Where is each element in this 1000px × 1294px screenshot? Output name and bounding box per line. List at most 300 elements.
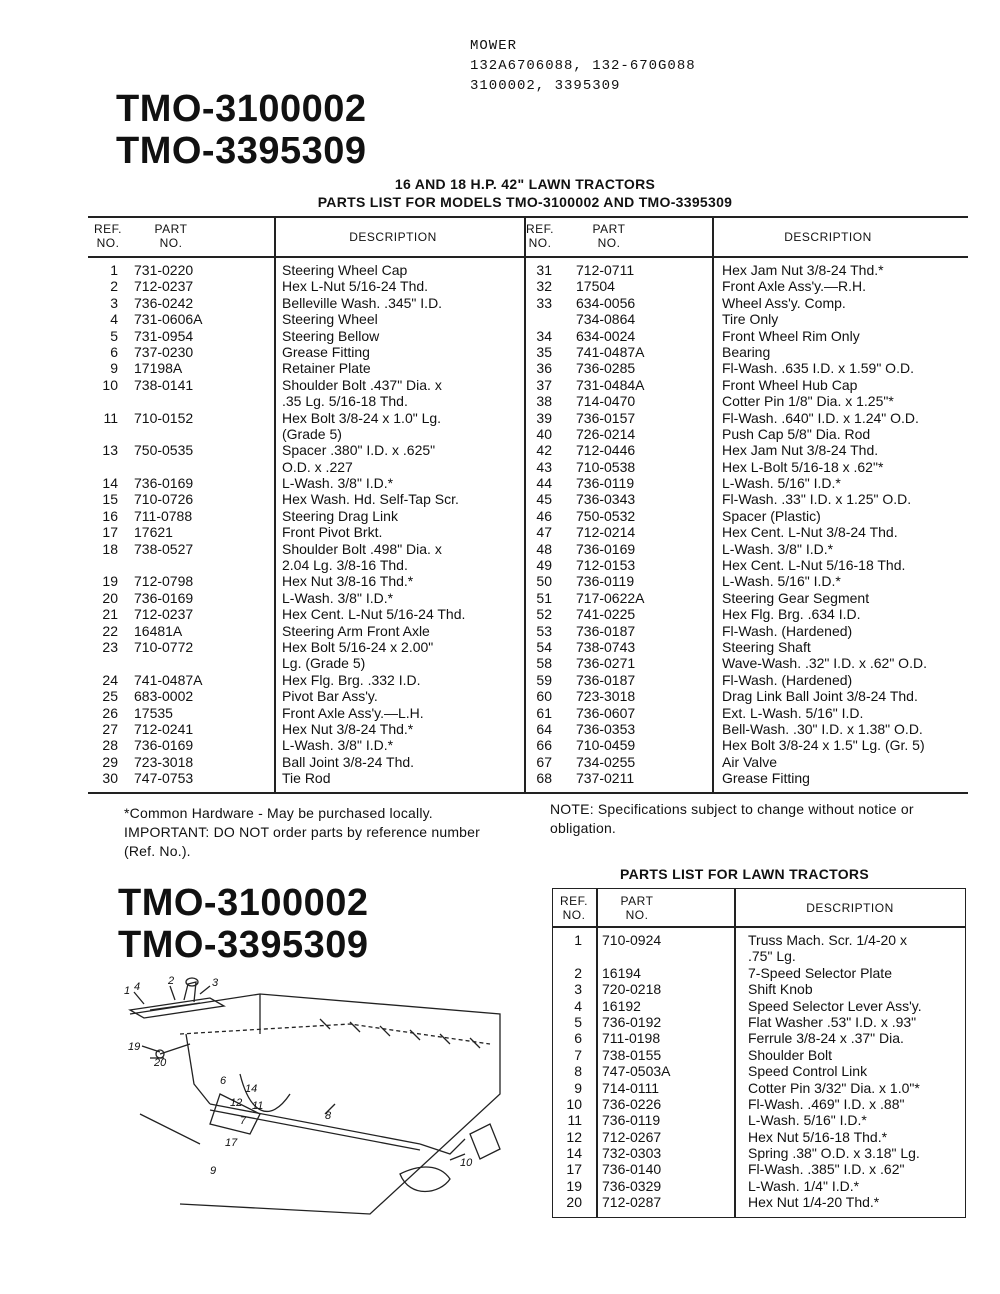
part-description: Ferrule 3/8-24 x .37" Dia. bbox=[748, 1030, 904, 1047]
table-row bbox=[524, 278, 968, 294]
part-number: 16481A bbox=[134, 622, 183, 639]
table-row bbox=[88, 754, 524, 770]
part-description: .35 Lg. 5/16-18 Thd. bbox=[282, 393, 408, 410]
part-description: Cotter Pin 1/8" Dia. x 1.25"* bbox=[722, 393, 894, 410]
table-row bbox=[552, 1047, 966, 1063]
ref-number: 14 bbox=[102, 475, 118, 492]
part-description: O.D. x .227 bbox=[282, 458, 353, 475]
table-row bbox=[524, 590, 968, 606]
table-row bbox=[552, 1145, 966, 1161]
part-description: Grease Fitting bbox=[722, 770, 810, 787]
part-number: 736-0226 bbox=[602, 1095, 662, 1112]
part-description: Steering Bellow bbox=[282, 327, 380, 344]
ref-number: 6 bbox=[574, 1030, 582, 1047]
table-row bbox=[524, 655, 968, 671]
ref-number: 53 bbox=[536, 622, 552, 639]
ref-header: REF. NO. bbox=[525, 222, 554, 250]
part-description: Fl-Wash. .635 I.D. x 1.59" O.D. bbox=[722, 360, 914, 377]
table-row bbox=[88, 295, 524, 311]
table-row bbox=[524, 344, 968, 360]
model-number: TMO-3100002 bbox=[118, 882, 369, 924]
part-description: Hex Bolt 5/16-24 x 2.00" bbox=[282, 638, 434, 655]
part-description: Speed Control Link bbox=[748, 1063, 868, 1080]
part-number: 741-0487A bbox=[576, 343, 645, 360]
ref-number: 59 bbox=[536, 671, 552, 688]
table-row bbox=[552, 1161, 966, 1177]
table-row bbox=[552, 932, 966, 948]
part-number: 714-0111 bbox=[602, 1079, 660, 1096]
left-row-list bbox=[88, 262, 524, 787]
description-header: DESCRIPTION bbox=[806, 901, 894, 915]
table-row bbox=[552, 948, 966, 964]
diagram-callout: 9 bbox=[210, 1165, 217, 1177]
part-number: 736-0169 bbox=[134, 737, 194, 754]
section-heading: PARTS LIST FOR MODELS TMO-3100002 AND TMO-3395309 bbox=[317, 194, 733, 210]
table-row bbox=[88, 459, 524, 475]
ref-number: 2 bbox=[574, 964, 582, 981]
part-number: 717-0622A bbox=[576, 589, 645, 606]
table-row bbox=[524, 770, 968, 786]
model-number: TMO-3100002 bbox=[116, 88, 367, 130]
part-number: 683-0002 bbox=[134, 688, 194, 705]
part-number: 738-0155 bbox=[602, 1046, 662, 1063]
ref-number: 42 bbox=[536, 442, 552, 459]
part-description: Belleville Wash. .345" I.D. bbox=[282, 294, 443, 311]
part-description: Drag Link Ball Joint 3/8-24 Thd. bbox=[722, 688, 918, 705]
part-description: Retainer Plate bbox=[282, 360, 371, 377]
table-row bbox=[524, 377, 968, 393]
ref-number: 35 bbox=[536, 343, 552, 360]
part-number: 747-0753 bbox=[134, 770, 194, 787]
diagram-callout: 6 bbox=[220, 1075, 227, 1087]
diagram-callout: 7 bbox=[240, 1115, 247, 1127]
ref-number: 68 bbox=[536, 770, 552, 787]
part-number: 710-0772 bbox=[134, 638, 194, 655]
ref-number: 64 bbox=[536, 720, 552, 737]
part-number: 17535 bbox=[134, 704, 173, 721]
model-number: TMO-3395309 bbox=[116, 130, 367, 172]
ref-number: 19 bbox=[566, 1177, 582, 1194]
ref-number: 50 bbox=[536, 573, 552, 590]
lawn-parts-table bbox=[552, 888, 966, 1218]
part-description: Front Axle Ass'y.—R.H. bbox=[722, 278, 867, 295]
table-row bbox=[88, 639, 524, 655]
diagram-callout: 2 bbox=[168, 975, 175, 987]
table-row bbox=[552, 1014, 966, 1030]
part-description: L-Wash. 5/16" I.D.* bbox=[722, 573, 841, 590]
ref-number: 10 bbox=[102, 376, 118, 393]
part-number: 711-0788 bbox=[134, 507, 193, 524]
part-number: 731-0606A bbox=[134, 311, 203, 328]
table-row bbox=[88, 590, 524, 606]
table-row bbox=[88, 721, 524, 737]
part-description: Front Wheel Hub Cap bbox=[722, 376, 858, 393]
diagram-callout: 10 bbox=[460, 1157, 473, 1169]
part-number: 736-0119 bbox=[602, 1112, 661, 1129]
part-description: Fl-Wash. (Hardened) bbox=[722, 622, 853, 639]
table-row bbox=[524, 688, 968, 704]
table-row bbox=[552, 1178, 966, 1194]
table-row bbox=[88, 491, 524, 507]
table-row bbox=[524, 262, 968, 278]
table-row bbox=[88, 737, 524, 753]
part-description: Hex Nut 3/8-16 Thd.* bbox=[282, 573, 414, 590]
part-number: 714-0470 bbox=[576, 393, 636, 410]
table-row bbox=[88, 344, 524, 360]
part-number: 712-0241 bbox=[134, 720, 194, 737]
part-description: Hex Jam Nut 3/8-24 Thd.* bbox=[722, 262, 884, 278]
ref-number: 43 bbox=[536, 458, 552, 475]
model-title-bottom bbox=[118, 882, 369, 966]
part-number: 712-0237 bbox=[134, 606, 194, 623]
ref-number: 5 bbox=[110, 327, 118, 344]
ref-number: 30 bbox=[102, 770, 118, 787]
table-row bbox=[88, 688, 524, 704]
part-number: 738-0527 bbox=[134, 540, 194, 557]
part-number: 736-0192 bbox=[602, 1013, 662, 1030]
table-row bbox=[524, 508, 968, 524]
table-row bbox=[524, 557, 968, 573]
part-number: 738-0141 bbox=[134, 376, 194, 393]
table-row bbox=[552, 1080, 966, 1096]
part-number: 712-0153 bbox=[576, 557, 636, 574]
part-number: 732-0303 bbox=[602, 1145, 662, 1162]
table-row bbox=[88, 508, 524, 524]
part-number: 712-0214 bbox=[576, 524, 636, 541]
part-description: L-Wash. 5/16" I.D.* bbox=[722, 475, 841, 492]
ref-number: 48 bbox=[536, 540, 552, 557]
ref-number: 3 bbox=[574, 981, 582, 998]
part-description: L-Wash. 3/8" I.D.* bbox=[722, 540, 834, 557]
part-number: 736-0169 bbox=[134, 589, 194, 606]
ref-number: 44 bbox=[536, 475, 552, 492]
part-description: Ext. L-Wash. 5/16" I.D. bbox=[722, 704, 864, 721]
part-description: Bell-Wash. .30" I.D. x 1.38" O.D. bbox=[722, 720, 923, 737]
table-row bbox=[88, 475, 524, 491]
part-description: L-Wash. 3/8" I.D.* bbox=[282, 589, 394, 606]
ref-number: 13 bbox=[102, 442, 118, 459]
part-description: Fl-Wash. .640" I.D. x 1.24" O.D. bbox=[722, 409, 919, 426]
ref-number: 1 bbox=[110, 262, 118, 278]
table-row bbox=[524, 721, 968, 737]
part-number: 750-0535 bbox=[134, 442, 194, 459]
header-line: 132A6706088, 132-670G088 bbox=[470, 58, 696, 74]
table-row bbox=[552, 981, 966, 997]
ref-number: 20 bbox=[566, 1194, 582, 1211]
ref-number: 46 bbox=[536, 507, 552, 524]
diagram-callout: 8 bbox=[325, 1110, 332, 1122]
part-number: 737-0211 bbox=[576, 770, 635, 787]
table-row bbox=[88, 541, 524, 557]
table-row bbox=[552, 998, 966, 1014]
part-number: 712-0267 bbox=[602, 1128, 662, 1145]
part-description: Flat Washer .53" I.D. x .93" bbox=[748, 1013, 917, 1030]
ref-number: 22 bbox=[102, 622, 118, 639]
part-description: Hex Flg. Brg. .634 I.D. bbox=[722, 606, 861, 623]
ref-number: 9 bbox=[110, 360, 118, 377]
ref-number: 39 bbox=[536, 409, 552, 426]
ref-number: 32 bbox=[536, 278, 552, 295]
table-row bbox=[88, 606, 524, 622]
ref-number: 60 bbox=[536, 688, 552, 705]
ref-number: 12 bbox=[566, 1128, 582, 1145]
diagram-callout: 4 bbox=[134, 981, 141, 993]
part-number: 736-0119 bbox=[576, 475, 635, 492]
table-row bbox=[88, 410, 524, 426]
part-description: Fl-Wash. .33" I.D. x 1.25" O.D. bbox=[722, 491, 912, 508]
table-row bbox=[524, 311, 968, 327]
part-number: 741-0487A bbox=[134, 671, 203, 688]
table-row bbox=[524, 328, 968, 344]
part-number: 747-0503A bbox=[602, 1063, 671, 1080]
ref-number: 5 bbox=[574, 1013, 582, 1030]
diagram-callout: 14 bbox=[245, 1083, 258, 1095]
ref-number: 4 bbox=[110, 311, 118, 328]
part-description: Fl-Wash. .469" I.D. x .88" bbox=[748, 1095, 905, 1112]
ref-number: 67 bbox=[536, 753, 552, 770]
ref-number: 15 bbox=[102, 491, 118, 508]
ref-number: 17 bbox=[102, 524, 118, 541]
table-row bbox=[88, 328, 524, 344]
ref-number: 8 bbox=[574, 1063, 582, 1080]
ref-number: 4 bbox=[574, 997, 582, 1014]
specification-note: NOTE: Specifications subject to change without notice or obligation. bbox=[550, 801, 914, 836]
table-row bbox=[88, 705, 524, 721]
part-description: Tie Rod bbox=[282, 770, 331, 787]
part-description: Air Valve bbox=[722, 753, 777, 770]
part-description: Hex L-Nut 5/16-24 Thd. bbox=[282, 278, 429, 295]
table-row bbox=[552, 965, 966, 981]
ref-number: 1 bbox=[574, 932, 582, 948]
part-number: 16194 bbox=[602, 964, 641, 981]
part-description: L-Wash. 3/8" I.D.* bbox=[282, 475, 394, 492]
ref-header: REF. NO. bbox=[93, 222, 122, 250]
part-number: 736-0157 bbox=[576, 409, 636, 426]
part-description: Tire Only bbox=[722, 311, 779, 328]
part-description: Hex Bolt 3/8-24 x 1.5" Lg. (Gr. 5) bbox=[722, 737, 925, 754]
ref-number: 38 bbox=[536, 393, 552, 410]
part-number: 720-0218 bbox=[602, 981, 662, 998]
part-description: L-Wash. 5/16" I.D.* bbox=[748, 1112, 867, 1129]
diagram-callout: 12 bbox=[230, 1097, 243, 1109]
table-row bbox=[524, 524, 968, 540]
part-number: 734-0255 bbox=[576, 753, 636, 770]
ref-number: 17 bbox=[566, 1161, 582, 1178]
table-row bbox=[88, 672, 524, 688]
table-row bbox=[524, 410, 968, 426]
part-header: PART NO. bbox=[620, 894, 654, 922]
part-description: Wave-Wash. .32" I.D. x .62" O.D. bbox=[722, 655, 927, 672]
part-description: 2.04 Lg. 3/8-16 Thd. bbox=[282, 557, 408, 574]
part-description: Shoulder Bolt .498" Dia. x bbox=[282, 540, 442, 557]
part-number: 712-0711 bbox=[576, 262, 635, 278]
table-row bbox=[524, 541, 968, 557]
ref-number: 7 bbox=[574, 1046, 582, 1063]
part-header: PART NO. bbox=[592, 222, 626, 250]
table-row bbox=[88, 393, 524, 409]
part-description: Pivot Bar Ass'y. bbox=[282, 688, 378, 705]
part-description: .75" Lg. bbox=[748, 948, 796, 965]
part-number: 738-0743 bbox=[576, 638, 636, 655]
part-description: Hex Cent. L-Nut 5/16-24 Thd. bbox=[282, 606, 466, 623]
table-row bbox=[524, 459, 968, 475]
table-row bbox=[524, 754, 968, 770]
part-number: 736-0187 bbox=[576, 671, 636, 688]
ref-number: 11 bbox=[103, 409, 118, 426]
ref-number: 6 bbox=[110, 343, 118, 360]
part-description: Truss Mach. Scr. 1/4-20 x bbox=[748, 932, 907, 948]
ref-number: 37 bbox=[536, 376, 552, 393]
part-number: 712-0798 bbox=[134, 573, 194, 590]
part-description: Shoulder Bolt bbox=[748, 1046, 833, 1063]
ref-number: 51 bbox=[536, 589, 552, 606]
part-number: 712-0237 bbox=[134, 278, 194, 295]
table-row bbox=[88, 360, 524, 376]
part-number: 712-0446 bbox=[576, 442, 636, 459]
part-description: Fl-Wash. .385" I.D. x .62" bbox=[748, 1161, 905, 1178]
table-row bbox=[88, 524, 524, 540]
ref-number: 9 bbox=[574, 1079, 582, 1096]
part-description: Front Wheel Rim Only bbox=[722, 327, 860, 344]
table-row bbox=[552, 1063, 966, 1079]
part-description: Push Cap 5/8" Dia. Rod bbox=[722, 425, 871, 442]
table-row bbox=[88, 655, 524, 671]
model-title-top bbox=[116, 88, 367, 172]
ref-number: 11 bbox=[567, 1112, 582, 1129]
ref-header: REF. NO. bbox=[559, 894, 588, 922]
part-number: 723-3018 bbox=[576, 688, 636, 705]
table-row bbox=[88, 573, 524, 589]
part-number: 723-3018 bbox=[134, 753, 194, 770]
diagram-callout: 20 bbox=[154, 1057, 167, 1069]
diagram-callout: 3 bbox=[212, 977, 219, 989]
diagram-callout: 1 bbox=[124, 985, 131, 997]
right-row-list bbox=[524, 262, 968, 787]
part-number: 17198A bbox=[134, 360, 183, 377]
part-description: Shift Knob bbox=[748, 981, 813, 998]
ref-number: 34 bbox=[536, 327, 552, 344]
part-number: 736-0353 bbox=[576, 720, 636, 737]
part-number: 634-0024 bbox=[576, 327, 636, 344]
part-number: 736-0187 bbox=[576, 622, 636, 639]
ref-number: 61 bbox=[536, 704, 552, 721]
part-number: 17621 bbox=[134, 524, 173, 541]
ref-number: 10 bbox=[566, 1095, 582, 1112]
diagram-callout: 19 bbox=[128, 1041, 141, 1053]
table-row bbox=[552, 1194, 966, 1210]
ref-number: 29 bbox=[102, 753, 118, 770]
part-number: 731-0220 bbox=[134, 262, 194, 278]
main-parts-table bbox=[88, 216, 968, 794]
table-row bbox=[524, 442, 968, 458]
table-row bbox=[524, 426, 968, 442]
table-row bbox=[88, 377, 524, 393]
ref-number: 26 bbox=[102, 704, 118, 721]
ref-number: 36 bbox=[536, 360, 552, 377]
ref-number: 52 bbox=[536, 606, 552, 623]
part-description: Wheel Ass'y. Comp. bbox=[722, 294, 846, 311]
part-description: Lg. (Grade 5) bbox=[282, 655, 366, 672]
part-description: Spacer .380" I.D. x .625" bbox=[282, 442, 436, 459]
part-header: PART NO. bbox=[154, 222, 188, 250]
part-description: Steering Wheel Cap bbox=[282, 262, 408, 278]
table-row bbox=[88, 278, 524, 294]
ref-number: 27 bbox=[102, 720, 118, 737]
part-number: 736-0140 bbox=[602, 1161, 662, 1178]
table-row bbox=[88, 442, 524, 458]
part-number: 634-0056 bbox=[576, 294, 636, 311]
part-number: 736-0242 bbox=[134, 294, 194, 311]
ref-number: 23 bbox=[102, 638, 118, 655]
table-row bbox=[524, 606, 968, 622]
ref-number: 58 bbox=[536, 655, 552, 672]
model-header bbox=[470, 36, 696, 96]
part-number: 17504 bbox=[576, 278, 615, 295]
header-line: MOWER bbox=[470, 38, 518, 54]
part-number: 736-0285 bbox=[576, 360, 636, 377]
ref-number: 28 bbox=[102, 737, 118, 754]
part-number: 736-0607 bbox=[576, 704, 636, 721]
ref-number: 2 bbox=[110, 278, 118, 295]
table-row bbox=[88, 426, 524, 442]
table-row bbox=[524, 393, 968, 409]
part-description: Steering Wheel bbox=[282, 311, 378, 328]
ref-number: 49 bbox=[536, 557, 552, 574]
part-description: L-Wash. 3/8" I.D.* bbox=[282, 737, 394, 754]
table-row bbox=[524, 573, 968, 589]
part-number: 741-0225 bbox=[576, 606, 636, 623]
ref-number: 45 bbox=[536, 491, 552, 508]
part-number: 712-0287 bbox=[602, 1194, 662, 1211]
common-hardware-note: *Common Hardware - May be purchased locally. IMPORTANT: DO NOT order parts by reference number (Ref. No.). bbox=[124, 805, 481, 859]
ref-number: 33 bbox=[536, 294, 552, 311]
table-row bbox=[88, 770, 524, 786]
part-number: 736-0329 bbox=[602, 1177, 662, 1194]
part-description: Front Axle Ass'y.—L.H. bbox=[282, 704, 424, 721]
part-number: 710-0726 bbox=[134, 491, 194, 508]
part-description: Steering Gear Segment bbox=[722, 589, 870, 606]
part-number: 726-0214 bbox=[576, 425, 636, 442]
ref-number: 47 bbox=[536, 524, 552, 541]
part-number: 736-0343 bbox=[576, 491, 636, 508]
table-row bbox=[524, 639, 968, 655]
ref-number: 18 bbox=[102, 540, 118, 557]
lawn-tractor-heading: PARTS LIST FOR LAWN TRACTORS bbox=[620, 866, 869, 882]
diagram-callout: 11 bbox=[252, 1100, 264, 1112]
table-row bbox=[524, 623, 968, 639]
ref-number: 24 bbox=[102, 671, 118, 688]
table-row bbox=[88, 311, 524, 327]
lawn-row-list bbox=[552, 932, 966, 1211]
part-number: 737-0230 bbox=[134, 343, 194, 360]
part-number: 710-0152 bbox=[134, 409, 194, 426]
table-row bbox=[524, 672, 968, 688]
ref-number: 31 bbox=[536, 262, 552, 278]
description-header: DESCRIPTION bbox=[349, 230, 437, 244]
part-description: L-Wash. 1/4" I.D.* bbox=[748, 1177, 860, 1194]
part-description: Hex Jam Nut 3/8-24 Thd. bbox=[722, 442, 879, 459]
section-heading: 16 AND 18 H.P. 42" LAWN TRACTORS bbox=[394, 176, 656, 192]
part-description: Hex L-Bolt 5/16-18 x .62"* bbox=[722, 458, 884, 475]
table-row bbox=[88, 262, 524, 278]
part-number: 710-0459 bbox=[576, 737, 636, 754]
table-row bbox=[524, 360, 968, 376]
part-description: Spacer (Plastic) bbox=[722, 507, 821, 524]
table-row bbox=[552, 1112, 966, 1128]
part-description: Cotter Pin 3/32" Dia. x 1.0"* bbox=[748, 1079, 920, 1096]
diagram-callout: 17 bbox=[225, 1137, 238, 1149]
part-number: 711-0198 bbox=[602, 1030, 661, 1047]
